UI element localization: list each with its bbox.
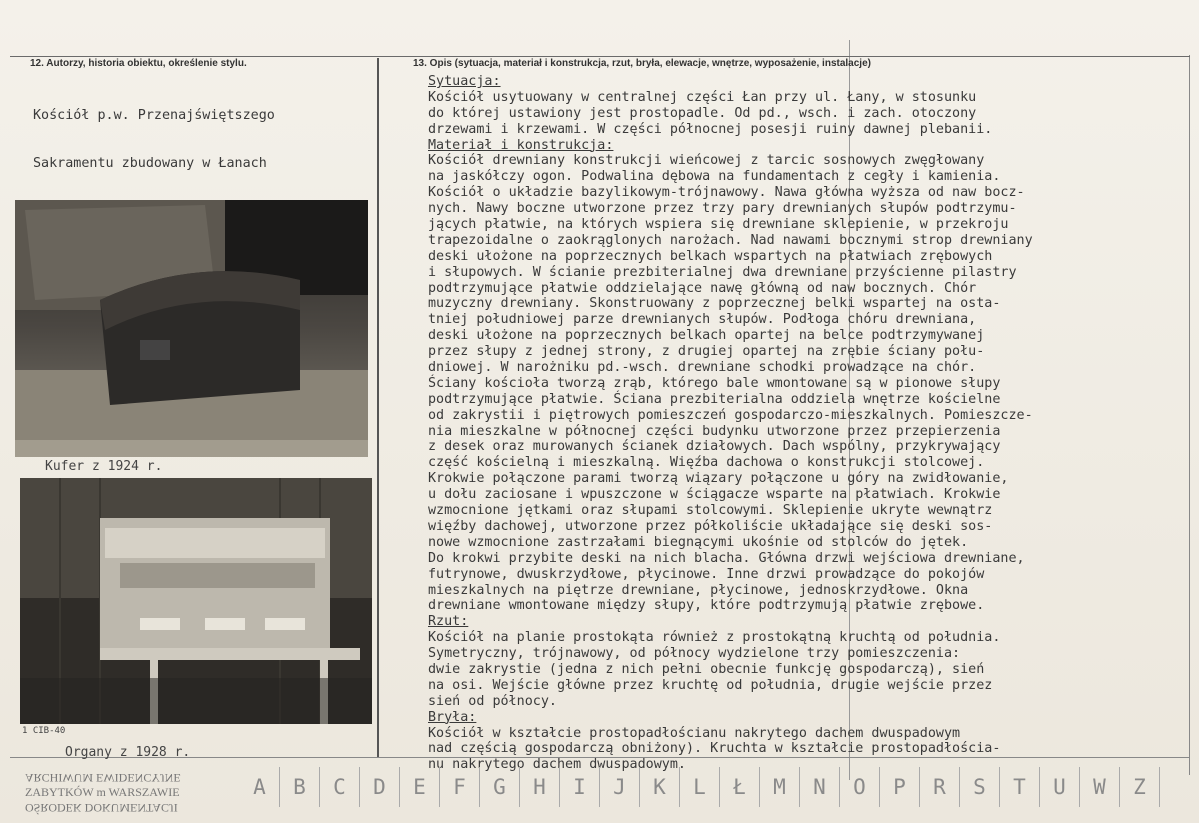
description-line: z desek oraz murowanych ścianek działowych. Dach wspólny, przykrywający: [428, 439, 1001, 455]
photo-organ-image: [20, 478, 372, 724]
description-line: i słupowych. W ścianie prezbiterialnej dwa drewniane przyścienne pilastry: [428, 264, 1017, 280]
alphabet-letter: P: [880, 767, 920, 807]
alphabet-letter: A: [240, 767, 280, 807]
section-label: Sytuacja:: [428, 74, 501, 89]
photo-organ: [20, 478, 372, 724]
photo-chest-image: [15, 200, 368, 457]
description-line: Kościół o układzie bazylikowym-trójnawowy. Nawa główna wyższa od naw bocz-: [428, 185, 1025, 201]
section-label: Materiał i konstrukcja:: [428, 137, 614, 153]
description-line: dwie zakrystie (jedna z nich pełni obecnie funkcję gospodarczą), sień: [428, 661, 985, 677]
photo-chest: [15, 200, 368, 457]
archive-stamp-line: ZABYTKÓW m WARSZAWIE: [25, 785, 180, 799]
alphabet-letter: I: [560, 767, 600, 807]
description-line: Kościół usytuowany w centralnej części Łan przy ul. Łany, w stosunku: [428, 89, 977, 105]
alphabet-letter: E: [400, 767, 440, 807]
description-line: trapezoidalne o zaokrąglonych narożach. Nad nawami bocznymi strop drewniany: [428, 232, 1033, 248]
description-line: u dołu zaciosane i wpuszczone w ściągacze wsparte na płatwiach. Krokwie: [428, 487, 1001, 503]
description-line: sień od północy.: [428, 693, 557, 709]
alphabet-letter: Ł: [720, 767, 760, 807]
description-line: deski ułożone na poprzecznych belkach wspartych na płatwiach zrębowych: [428, 248, 993, 264]
description-line: Kościół drewniany konstrukcji wieńcowej z tarcic sosnowych zwęgłowany: [428, 153, 985, 169]
alphabet-letter: Z: [1120, 767, 1160, 807]
description-line: drewniane wmontowane między słupy, które podtrzymują płatwie zrębowe.: [428, 598, 985, 614]
description-line: do której ustawiony jest prostopadle. Od pd., wsch. i zach. otoczony: [428, 105, 977, 121]
description-line: nia mieszkalne w północnej części budynku utworzone przez przepierzenia: [428, 423, 1001, 439]
description-line: wzmocnione jętkami oraz słupami stolcowymi. Sklepienie ukryte wewnątrz: [428, 503, 993, 519]
alphabet-letter: K: [640, 767, 680, 807]
caption-organ: Organy z 1928 r.: [65, 745, 191, 760]
alphabet-letter: W: [1080, 767, 1120, 807]
alphabet-letter: N: [800, 767, 840, 807]
alphabet-letter: B: [280, 767, 320, 807]
description-line: Symetryczny, trójnawowy, od północy wydzielone trzy pomieszczenia:: [428, 646, 961, 662]
description-line: futrynowe, dwuskrzydłowe, płycinowe. Inne drzwi prowadzące do pokojów: [428, 566, 985, 582]
alphabet-letter: C: [320, 767, 360, 807]
description-line: część kościelną i mieszkalną. Więźba dachowa o konstrukcji stolcowej.: [428, 455, 985, 471]
description-line: mieszkalnych na piętrze drewniane, płycinowe, jednoskrzydłowe. Okna: [428, 582, 969, 598]
description-line: przez słupy z jednej strony, z drugiej opartej na zrębie ściany połu-: [428, 344, 985, 360]
description-line: muzyczny drewniany. Skonstruowany z poprzecznej belki wspartej na osta-: [428, 296, 1001, 312]
description-text: [428, 74, 1033, 773]
description-line: deski ułożone na poprzecznych belkach opartej na belce podtrzymywanej: [428, 328, 985, 344]
alphabet-letter: D: [360, 767, 400, 807]
description-line: nych. Nawy boczne utworzone przez trzy pary drewnianych słupów podtrzymu-: [428, 201, 1017, 217]
description-line: więźby dachowej, utworzone przez półkoliście układające się deski sos-: [428, 518, 993, 534]
header-authors-history: 12. Autorzy, historia obiektu, określenie stylu.: [30, 58, 247, 69]
description-line: Kościół na planie prostokąta również z prostokątną kruchtą od południa.: [428, 630, 1001, 646]
alphabet-letter: F: [440, 767, 480, 807]
description-line: nowe wzmocnione zastrzałami biegnącymi ukośnie od stolców do jętek.: [428, 534, 969, 550]
caption-chest: Kufer z 1924 r.: [45, 459, 163, 474]
alphabet-letter: O: [840, 767, 880, 807]
alphabet-letter: G: [480, 767, 520, 807]
alphabet-letter: M: [760, 767, 800, 807]
description-line: tniej południowej parze drewnianych słupów. Podłoga chóru drewniana,: [428, 312, 977, 328]
alphabet-letter: J: [600, 767, 640, 807]
history-line: Sakramentu zbudowany w Łanach: [33, 155, 267, 171]
description-line: Kościół w kształcie prostopadłościanu nakrytego dachem dwuspadowym: [428, 725, 961, 741]
description-line: dniowej. W narożniku pd.-wsch. drewniane schodki prowadzące na chór.: [428, 360, 977, 376]
description-line: drzewami i krzewami. W części północnej posesji ruiny dawnej plebanii.: [428, 121, 993, 137]
description-line: nad częścią gospodarczą obniżony). Kruchta w kształcie prostopadłościa-: [428, 741, 1001, 757]
description-line: jących płatwie, na których wspiera się drewniane sklepienie, w przekroju: [428, 217, 1009, 233]
alphabet-letter: U: [1040, 767, 1080, 807]
photo-corner-mark: 1 CIB-40: [22, 726, 66, 736]
history-line: Kościół p.w. Przenajświętszego: [33, 107, 275, 123]
header-description: 13. Opis (sytuacja, materiał i konstrukcja, rzut, bryła, elewacje, wnętrze, wyposażenie, instalacje): [413, 58, 871, 69]
section-label: Rzut:: [428, 614, 469, 630]
alphabet-letter: L: [680, 767, 720, 807]
alphabet-letter: T: [1000, 767, 1040, 807]
column-divider-right: [1189, 55, 1190, 775]
description-line: na jaskółczy ogon. Podwalina dębowa na fundamentach z cegły i kamienia.: [428, 169, 1001, 185]
top-rule: [10, 56, 1190, 57]
description-line: Ściany kościoła tworzą zrąb, którego bale wmontowane są w pionowe słupy: [428, 375, 1001, 391]
section-label: Bryła:: [428, 709, 477, 725]
column-divider: [377, 58, 379, 758]
description-line: Krokwie połączone parami tworzą wiązary połączone u góry na zwidłowanie,: [428, 471, 1009, 487]
description-line: od zakrystii i piętrowych pomieszczeń gospodarczo-mieszkalnych. Pomieszcze-: [428, 407, 1033, 423]
description-line: na osi. Wejście główne przez kruchtę od południa, drugie wejście przez: [428, 677, 993, 693]
archive-stamp-line: OŚRODEK DOKUMENTACJI: [25, 801, 178, 815]
description-line: Do krokwi przybite deski na nich blacha. Główna drzwi wejściowa drewniane,: [428, 550, 1025, 566]
alphabet-index-strip: [240, 767, 1160, 807]
description-line: nu nakrytego dachem dwuspadowym.: [428, 757, 686, 773]
archive-stamp-line: ARCHIWUM EWIDENCYJNE: [25, 771, 181, 785]
alphabet-letter: H: [520, 767, 560, 807]
alphabet-letter: S: [960, 767, 1000, 807]
alphabet-letter: R: [920, 767, 960, 807]
description-line: podtrzymujące płatwie. Ściana prezbiterialna oddziela wnętrze kościelne: [428, 391, 1001, 407]
description-line: podtrzymujące płatwie oddzielające nawę główną od naw bocznych. Chór: [428, 280, 977, 296]
